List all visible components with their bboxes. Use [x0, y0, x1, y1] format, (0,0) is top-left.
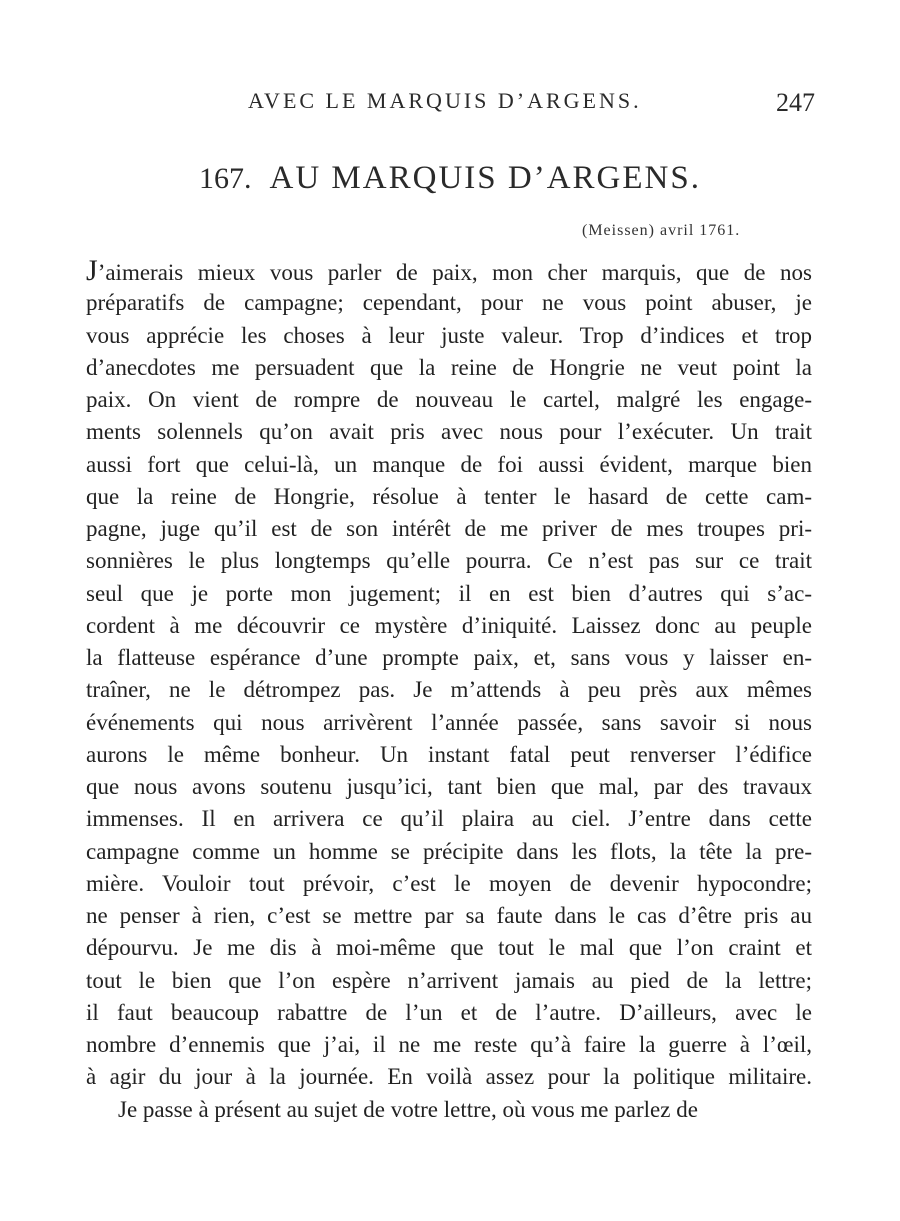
body-line-9: pagne, juge qu’il est de son intérêt de me priver de mes troupes pri-	[86, 516, 812, 541]
body-line-24: il faut beaucoup rabattre de l’un et de l’autre. D’ailleurs, avec le	[86, 999, 812, 1025]
running-head-title: AVEC LE MARQUIS D’ARGENS.	[248, 88, 642, 113]
body-line-22: dépourvu. Je me dis à moi-même que tout le mal que l’on craint et	[86, 935, 812, 961]
body-line-26: à agir du jour à la journée. En voilà assez pour la politique militaire.	[86, 1064, 812, 1090]
body-line-8: que la reine de Hongrie, résolue à tenter le hasard de cette cam-	[86, 483, 812, 509]
letter-heading	[0, 160, 900, 197]
body-line-20: mière. Vouloir tout prévoir, c’est le moyen de devenir hypocondre;	[86, 870, 812, 896]
body-line-16: aurons le même bonheur. Un instant fatal peut renverser l’édifice	[86, 741, 812, 767]
body-line-1	[86, 255, 812, 287]
body-line-3: vous apprécie les choses à leur juste valeur. Trop d’indices et trop	[86, 322, 812, 348]
letter-dateline: (Meissen) avril 1761.	[582, 222, 741, 239]
body-line-15: événements qui nous arrivèrent l’année passée, sans savoir si nous	[86, 709, 812, 735]
body-line-2: préparatifs de campagne; cependant, pour ne vous point abuser, je	[86, 290, 812, 316]
body-line-10: sonnières le plus longtemps qu’elle pourra. Ce n’est pas sur ce trait	[86, 548, 812, 574]
letter-number: 167.	[199, 162, 252, 195]
body-line-13: la flatteuse espérance d’une prompte paix, et, sans vous y laisser en-	[86, 645, 812, 670]
body-line-25: nombre d’ennemis que j’ai, il ne me reste qu’à faire la guerre à l’œil,	[86, 1032, 812, 1057]
letter-body	[86, 255, 812, 1126]
body-line-4: d’anecdotes me persuadent que la reine de Hongrie ne veut point la	[86, 354, 812, 380]
drop-cap: J	[86, 254, 98, 287]
body-line-14: traîner, ne le détrompez pas. Je m’attends à peu près aux mêmes	[86, 677, 812, 703]
body-line-18: immenses. Il en arrivera ce qu’il plaira au ciel. J’entre dans cette	[86, 806, 812, 832]
body-line-1-text: ’aimerais mieux vous parler de paix, mon cher marquis, que de nos	[97, 260, 812, 285]
body-line-12: cordent à me découvrir ce mystère d’iniquité. Laissez donc au peuple	[86, 612, 812, 638]
body-line-17: que nous avons soutenu jusqu’ici, tant bien que mal, par des travaux	[86, 774, 812, 799]
page-number: 247	[776, 88, 815, 117]
letter-title: AU MARQUIS D’ARGENS.	[269, 160, 701, 196]
body-line-6: ments solennels qu’on avait pris avec nous pour l’exécuter. Un trait	[86, 419, 812, 445]
body-line-27: Je passe à présent au sujet de votre lettre, où vous me parlez de	[118, 1096, 698, 1122]
body-line-5: paix. On vient de rompre de nouveau le cartel, malgré les engage-	[86, 387, 812, 412]
body-line-23: tout le bien que l’on espère n’arrivent jamais au pied de la lettre;	[86, 967, 812, 993]
body-line-7: aussi fort que celui-là, un manque de foi aussi évident, marque bien	[86, 451, 812, 477]
running-head	[0, 88, 900, 122]
body-line-21: ne penser à rien, c’est se mettre par sa faute dans le cas d’être pris au	[86, 903, 812, 928]
body-line-19: campagne comme un homme se précipite dans les flots, la tête la pre-	[86, 838, 812, 864]
body-line-11: seul que je porte mon jugement; il en est bien d’autres qui s’ac-	[86, 580, 812, 606]
